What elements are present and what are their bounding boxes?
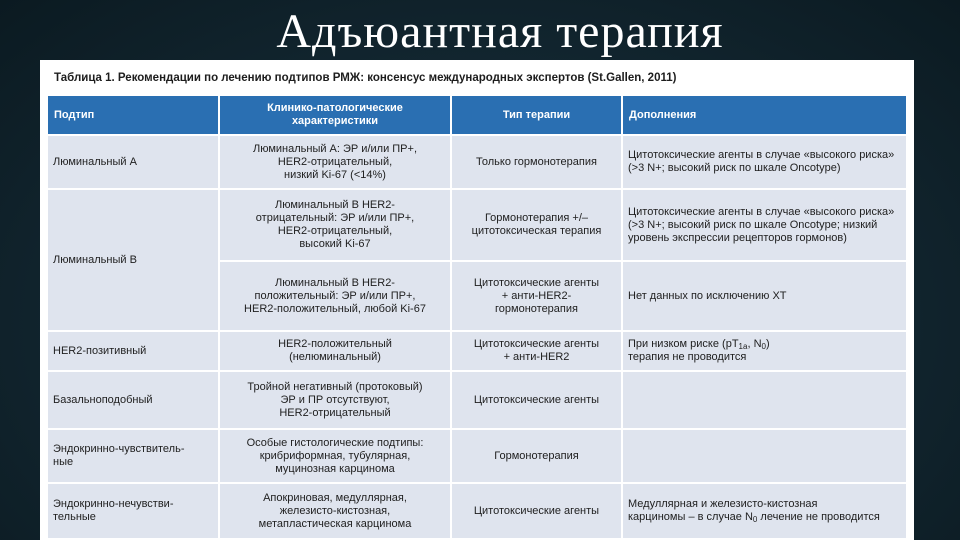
cell-subtype: HER2-позитивный [47, 331, 219, 371]
cell-therapy: Цитотоксические агенты + анти-HER2- гормонотерапия [451, 261, 622, 331]
cell-subtype: Эндокринно-чувствитель- ные [47, 429, 219, 483]
cell-features: Люминальный В HER2- положительный: ЭР и/или ПР+, HER2-положительный, любой Ki-67 [219, 261, 451, 331]
cell-notes: Цитотоксические агенты в случае «высокого риска» (>3 N+; высокий риск по шкале Oncotype) [622, 135, 907, 189]
header-subtype: Подтип [47, 95, 219, 135]
header-therapy: Тип терапии [451, 95, 622, 135]
cell-notes: Нет данных по исключению ХТ [622, 261, 907, 331]
recommendations-table [46, 94, 908, 540]
cell-therapy: Цитотоксические агенты [451, 483, 622, 539]
cell-notes [622, 483, 907, 539]
notes-subscript: 1a [738, 342, 748, 351]
header-features: Клинико-патологические характеристики [219, 95, 451, 135]
table-row [47, 483, 907, 539]
table-row [47, 189, 907, 261]
cell-therapy: Гормонотерапия [451, 429, 622, 483]
notes-subscript: 0 [752, 515, 758, 524]
cell-therapy: Цитотоксические агенты [451, 371, 622, 429]
table-header-row [47, 95, 907, 135]
table-row [47, 371, 907, 429]
notes-text: карциномы – в случае N [628, 511, 753, 523]
table-row [47, 331, 907, 371]
cell-features: Люминальный В HER2- отрицательный: ЭР и/или ПР+, HER2-отрицательный, высокий Ki-67 [219, 189, 451, 261]
cell-notes [622, 331, 907, 371]
slide-title: Адъюантная терапия [276, 5, 724, 58]
notes-subscript: 0 [761, 342, 766, 351]
table-row [47, 135, 907, 189]
cell-notes: Цитотоксические агенты в случае «высокого риска» (>3 N+; высокий риск по шкале Oncotype; низкий уровень экспрессии рецепторов гормонов) [622, 189, 907, 261]
cell-features: HER2-положительный (нелюминальный) [219, 331, 451, 371]
cell-subtype: Базальноподобный [47, 371, 219, 429]
cell-features: Апокриновая, медуллярная, железисто-кистозная, метапластическая карцинома [219, 483, 451, 539]
cell-therapy: Гормонотерапия +/– цитотоксическая терапия [451, 189, 622, 261]
notes-text: терапия не проводится [628, 351, 747, 363]
cell-notes [622, 371, 907, 429]
cell-subtype: Люминальный А [47, 135, 219, 189]
notes-text: , N [747, 338, 762, 350]
notes-text: ) [765, 338, 770, 350]
table-row [47, 429, 907, 483]
notes-text: При низком риске (pT [628, 338, 739, 350]
notes-text: Медуллярная и железисто-кистозная [628, 498, 818, 510]
cell-features: Люминальный А: ЭР и/или ПР+, HER2-отрицательный, низкий Ki-67 (<14%) [219, 135, 451, 189]
cell-therapy: Цитотоксические агенты + анти-HER2 [451, 331, 622, 371]
header-notes: Дополнения [622, 95, 907, 135]
cell-features: Особые гистологические подтипы: крибриформная, тубулярная, муцинозная карцинома [219, 429, 451, 483]
cell-notes [622, 429, 907, 483]
cell-subtype: Люминальный В [47, 189, 219, 331]
table-caption: Таблица 1. Рекомендации по лечению подтипов РМЖ: консенсус международных экспертов (St.Gallen, 2011) [54, 72, 677, 84]
cell-subtype: Эндокринно-нечувстви- тельные [47, 483, 219, 539]
notes-text: лечение не проводится [757, 511, 880, 523]
cell-therapy: Только гормонотерапия [451, 135, 622, 189]
table-sheet [40, 60, 914, 540]
cell-features: Тройной негативный (протоковый) ЭР и ПР отсутствуют, HER2-отрицательный [219, 371, 451, 429]
